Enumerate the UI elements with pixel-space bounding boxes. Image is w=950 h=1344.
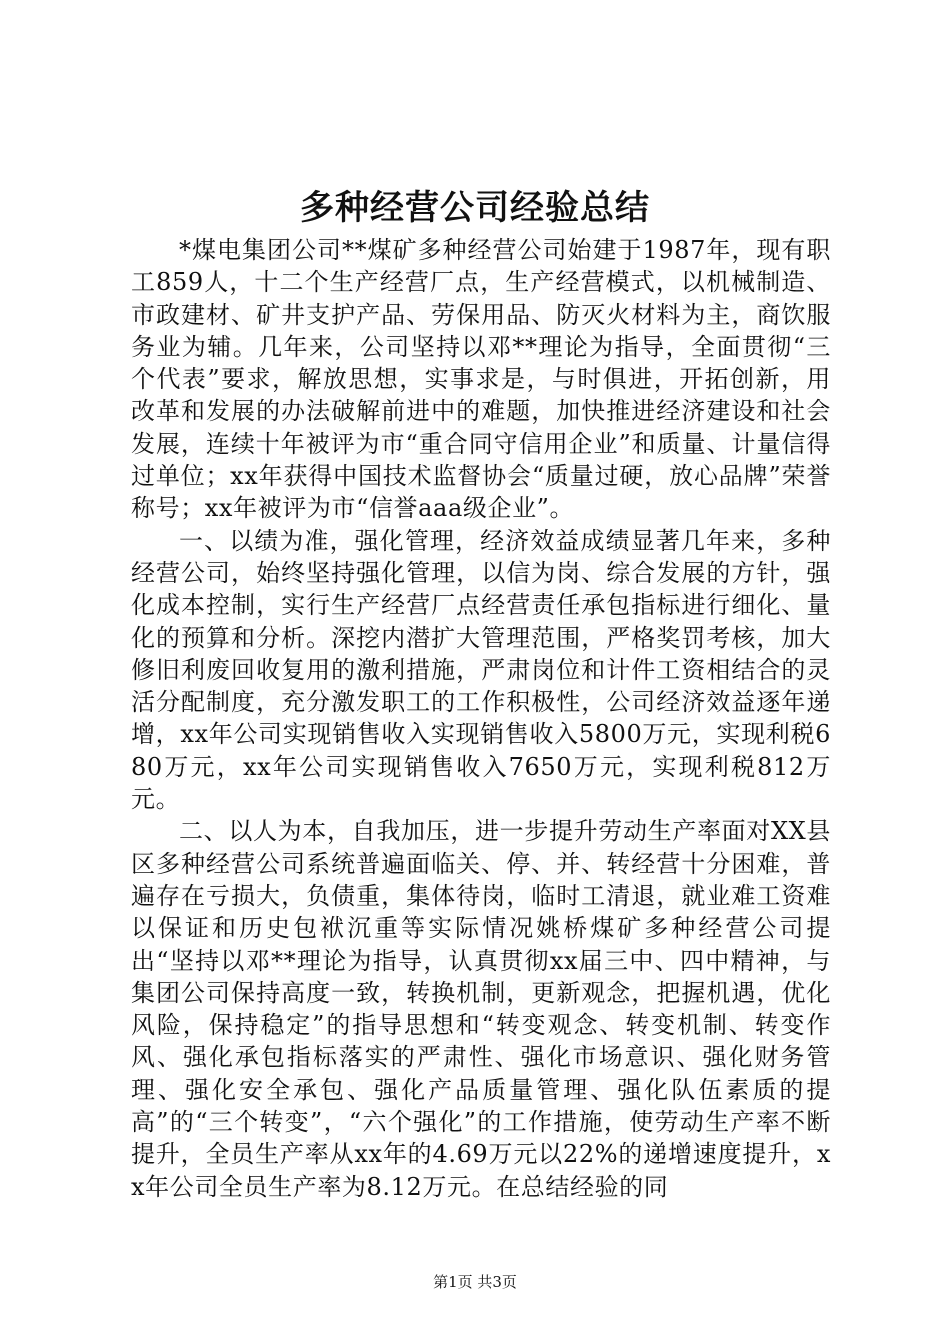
document-body [131,234,831,1203]
paragraph-section-one: 一、以绩为准，强化管理，经济效益成绩显著几年来，多种经营公司，始终坚持强化管理，以信为岗、综合发展的方针，强化成本控制，实行生产经营厂点经营责任承包指标进行细化、量化的预算和分析。深挖内潜扩大管理范围，严格奖罚考核，加大修旧利废回收复用的激利措施，严肃岗位和计件工资相结合的灵活分配制度，充分激发职工的工作积极性，公司经济效益逐年递增，xx年公司实现销售收入实现销售收入5800万元，实现利税680万元，xx年公司实现销售收入7650万元，实现利税812万元。 [131,526,831,814]
paragraph-intro: *煤电集团公司**煤矿多种经营公司始建于1987年，现有职工859人，十二个生产经营厂点，生产经营模式，以机械制造、市政建材、矿井支护产品、劳保用品、防灭火材料为主，商饮服务业为辅。几年来，公司坚持以邓**理论为指导，全面贯彻“三个代表”要求，解放思想，实事求是，与时俱进，开拓创新，用改革和发展的办法破解前进中的难题，加快推进经济建设和社会发展，连续十年被评为市“重合同守信用企业”和质量、计量信得过单位；xx年获得中国技术监督协会“质量过硬，放心品牌”荣誉称号；xx年被评为市“信誉aaa级企业”。 [131,236,831,523]
paragraph-section-two: 二、以人为本，自我加压，进一步提升劳动生产率面对XX县区多种经营公司系统普遍面临关、停、并、转经营十分困难，普遍存在亏损大，负债重，集体待岗，临时工清退，就业难工资难以保证和历史包袱沉重等实际情况姚桥煤矿多种经营公司提出“坚持以邓**理论为指导，认真贯彻xx届三中、四中精神，与集团公司保持高度一致，转换机制，更新观念，把握机遇，优化风险，保持稳定”的指导思想和“转变观念、转变机制、转变作风、强化承包指标落实的严肃性、强化市场意识、强化财务管理、强化安全承包、强化产品质量管理、强化队伍素质的提高”的“三个转变”，“六个强化”的工作措施，使劳动生产率不断提升，全员生产率从xx年的4.69万元以22%的递增速度提升，xx年公司全员生产率为8.12万元。在总结经验的同 [131,817,831,1201]
page-number-footer: 第1页 共3页 [433,1273,517,1291]
document-title: 多种经营公司经验总结 [300,188,650,228]
